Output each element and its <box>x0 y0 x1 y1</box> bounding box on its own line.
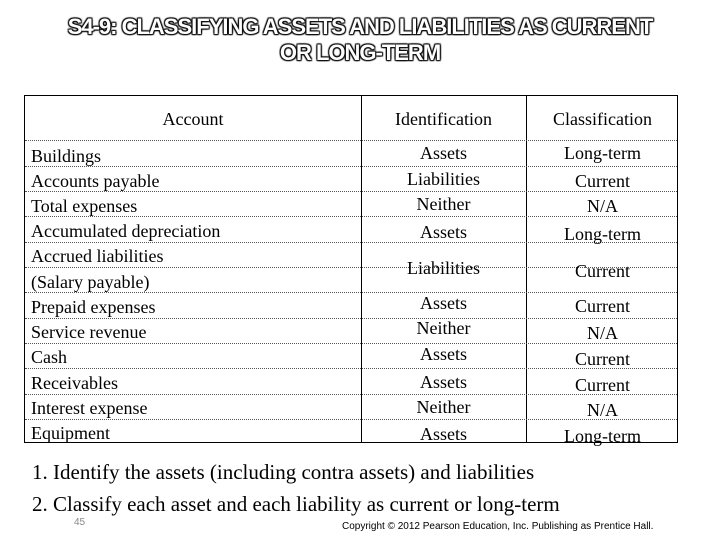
row-separator <box>25 140 677 141</box>
identification-cell: Assets <box>419 372 467 392</box>
identification-cell: Liabilities <box>407 258 480 278</box>
classification-cell: N/A <box>587 323 618 343</box>
classification-cell: Current <box>575 171 630 191</box>
header-classification: Classification <box>553 109 652 129</box>
header-identification: Identification <box>395 109 492 129</box>
row-separator <box>25 216 677 217</box>
slide-title <box>0 14 720 66</box>
identification-cell: Neither <box>416 318 471 338</box>
identification-cell: Neither <box>416 194 471 214</box>
classification-cell: Long-term <box>564 143 641 163</box>
account-cell: Service revenue <box>31 322 147 342</box>
classification-cell: Current <box>575 349 630 369</box>
classification-cell: N/A <box>587 196 618 216</box>
classification-table <box>24 95 678 446</box>
account-cell: Prepaid expenses <box>31 297 156 317</box>
account-cell: Accumulated depreciation <box>31 221 221 241</box>
account-cell: Cash <box>31 347 67 367</box>
title-line-2: OR LONG-TERM <box>279 40 441 65</box>
classification-cell: Current <box>575 375 630 395</box>
classification-cell: Long-term <box>564 224 641 244</box>
account-cell: Buildings <box>31 146 102 166</box>
identification-cell: Liabilities <box>407 169 480 189</box>
header-account: Account <box>162 109 224 129</box>
identification-cell: Assets <box>419 424 467 444</box>
page-number: 45 <box>74 517 86 528</box>
classification-cell: Current <box>575 296 630 316</box>
row-separator <box>25 191 677 192</box>
identification-cell: Assets <box>419 344 467 364</box>
title-line-1: S4-9: CLASSIFYING ASSETS AND LIABILITIES AS CURRENT <box>67 14 653 39</box>
account-cell: Receivables <box>31 373 118 393</box>
classification-cell: Long-term <box>564 426 641 446</box>
account-cell: (Salary payable) <box>31 272 150 292</box>
account-cell: Total expenses <box>31 196 138 216</box>
copyright-notice: Copyright © 2012 Pearson Education, Inc. Publishing as Prentice Hall. <box>342 521 654 532</box>
row-separator <box>25 343 677 344</box>
row-separator <box>25 166 677 167</box>
row-separator <box>25 318 677 319</box>
instruction-1: 1. Identify the assets (including contra assets) and liabilities <box>32 460 535 484</box>
row-separator <box>25 292 677 293</box>
classification-cell: N/A <box>587 400 618 420</box>
account-cell: Equipment <box>31 423 110 443</box>
account-cell: Interest expense <box>31 398 148 418</box>
classification-cell: Current <box>575 261 630 281</box>
account-cell: Accounts payable <box>31 171 160 191</box>
identification-cell: Assets <box>419 143 467 163</box>
identification-cell: Assets <box>419 293 467 313</box>
account-cell: Accrued liabilities <box>31 246 164 266</box>
identification-cell: Assets <box>419 222 467 242</box>
instruction-2: 2. Classify each asset and each liability as current or long-term <box>32 492 560 516</box>
identification-cell: Neither <box>416 397 471 417</box>
